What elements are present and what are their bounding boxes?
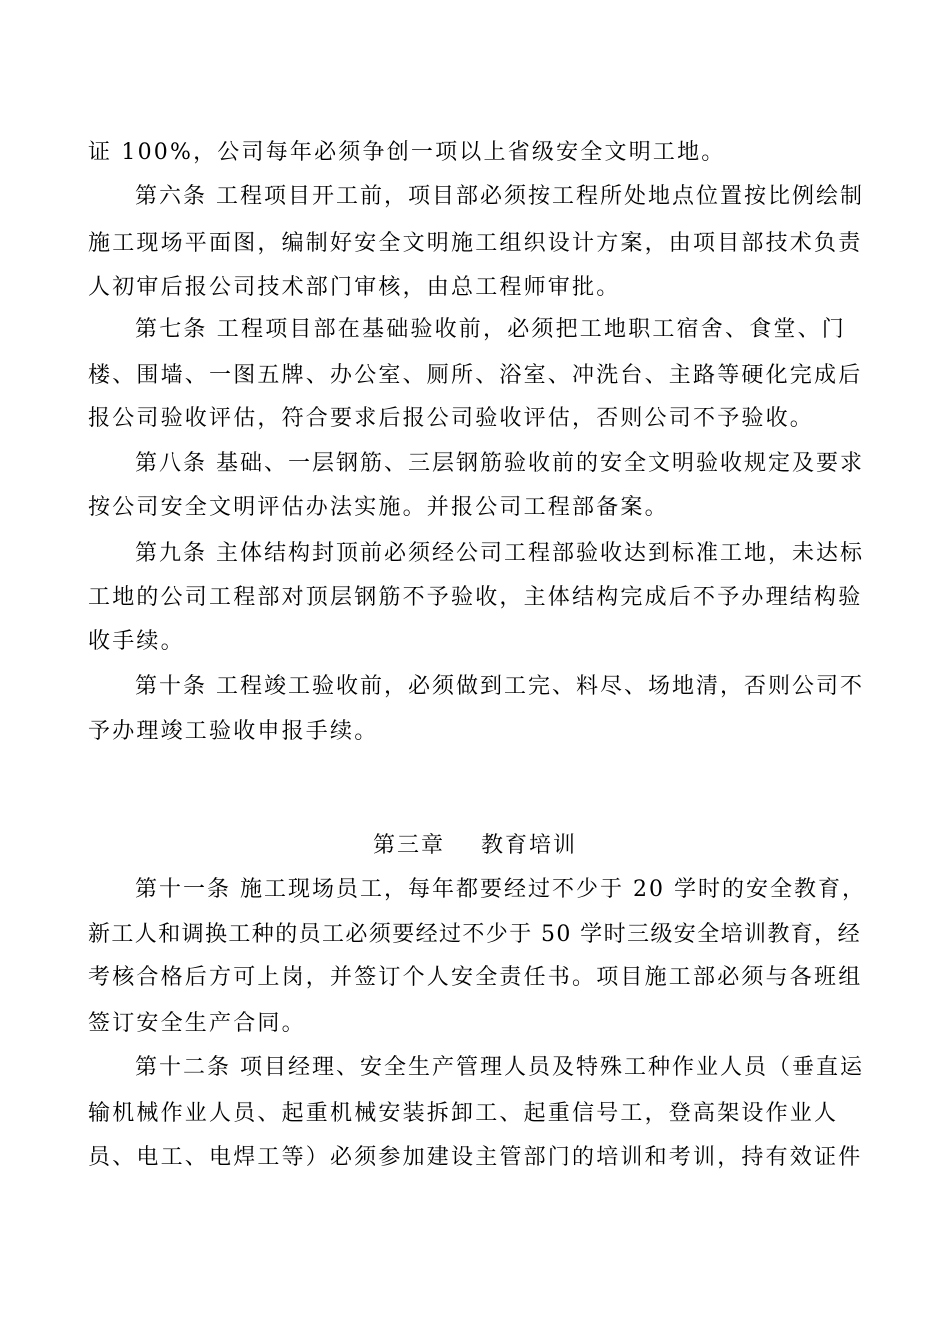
article-10-line: 第十条 工程竣工验收前，必须做到工完、料尽、场地清，否则公司不 bbox=[135, 674, 864, 699]
paragraph-line: 施工现场平面图，编制好安全文明施工组织设计方案，由项目部技术负责 bbox=[88, 231, 863, 256]
chapter-heading: 第三章 教育培训 bbox=[373, 833, 577, 858]
paragraph-line: 证 100%，公司每年必须争创一项以上省级安全文明工地。 bbox=[88, 140, 726, 165]
paragraph-line: 报公司验收评估，符合要求后报公司验收评估，否则公司不予验收。 bbox=[88, 406, 815, 431]
article-7-line: 第七条 工程项目部在基础验收前，必须把工地职工宿舍、食堂、门 bbox=[135, 317, 846, 342]
paragraph-line: 楼、围墙、一图五牌、办公室、厕所、浴室、冲洗台、主路等硬化完成后 bbox=[88, 363, 863, 388]
article-9-line: 第九条 主体结构封顶前必须经公司工程部验收达到标准工地，未达标 bbox=[135, 541, 864, 566]
paragraph-line: 人初审后报公司技术部门审核，由总工程师审批。 bbox=[88, 275, 621, 300]
article-12-line: 第十二条 项目经理、安全生产管理人员及特殊工种作业人员（垂直运 bbox=[135, 1055, 864, 1080]
article-8-line: 第八条 基础、一层钢筋、三层钢筋验收前的安全文明验收规定及要求 bbox=[135, 451, 864, 476]
paragraph-line: 员、电工、电焊工等）必须参加建设主管部门的培训和考训，持有效证件 bbox=[88, 1145, 863, 1170]
paragraph-line: 输机械作业人员、起重机械安装拆卸工、起重信号工，登高架设作业人 bbox=[88, 1101, 839, 1126]
paragraph-line: 按公司安全文明评估办法实施。并报公司工程部备案。 bbox=[88, 495, 669, 520]
paragraph-line: 工地的公司工程部对顶层钢筋不予验收，主体结构完成后不予办理结构验 bbox=[88, 585, 863, 610]
paragraph-line: 收手续。 bbox=[88, 629, 185, 654]
paragraph-line: 新工人和调换工种的员工必须要经过不少于 50 学时三级安全培训教育，经 bbox=[88, 922, 861, 947]
paragraph-line: 予办理竣工验收申报手续。 bbox=[88, 719, 379, 744]
paragraph-line: 签订安全生产合同。 bbox=[88, 1011, 306, 1036]
paragraph-line: 考核合格后方可上岗，并签订个人安全责任书。项目施工部必须与各班组 bbox=[88, 965, 863, 990]
article-6-line: 第六条 工程项目开工前，项目部必须按工程所处地点位置按比例绘制 bbox=[135, 184, 864, 209]
article-11-line: 第十一条 施工现场员工，每年都要经过不少于 20 学时的安全教育， bbox=[135, 877, 866, 902]
